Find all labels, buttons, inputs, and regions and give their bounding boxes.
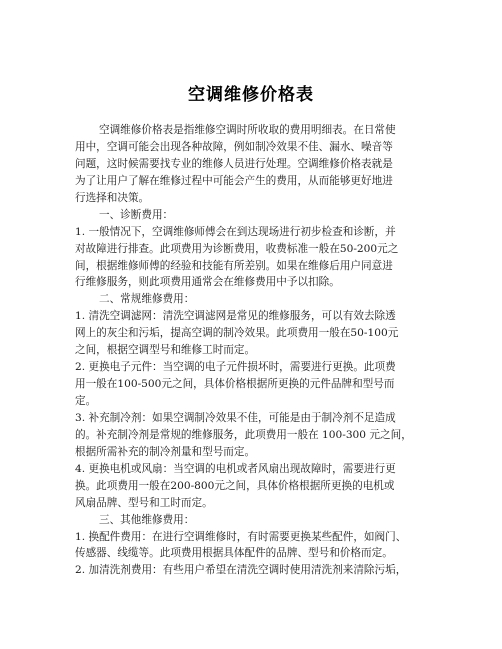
text-line: 定。 [75,395,97,407]
text-line: 根据所需补充的制冷剂量和型号而定。 [75,445,256,458]
text-line: 的。补充制冷剂是常规的维修服务，此项费用一般在 100-300 元之间， [75,428,412,441]
text-line: 问题，这时候需要找专业的维修人员进行处理。空调维修价格表就是 [75,157,393,170]
text-line: 风扇品牌、型号和工时而定。 [75,496,213,509]
text-line: 用一般在100-500元之间，具体价格根据所更换的元件品牌和型号而 [75,378,395,391]
text-line: 4. 更换电机或风扇：当空调的电机或者风扇出现故障时，需要进行更 [75,462,396,475]
text-line: 行选择和决策。 [75,191,150,204]
text-line: 为了让用户了解在维修过程中可能会产生的费用，从而能够更好地进 [75,174,393,187]
text-line: 空调维修价格表是指维修空调时所收取的费用明细表。在日常使 [99,124,396,136]
text-line: 2. 加清洗剂费用：有些用户希望在清洗空调时使用清洗剂来清除污垢， [75,564,407,577]
text-line: 一、诊断费用： [99,208,174,221]
text-line: 1. 换配件费用：在进行空调维修时，有时需要更换某些配件，如阀门、 [75,530,407,543]
text-line: 1. 一般情况下，空调维修师傅会在到达现场进行初步检查和诊断，并 [75,225,396,238]
document-body [75,122,435,579]
text-line: 行维修服务，则此项费用通常会在维修费用中予以扣除。 [75,276,340,289]
document-title: 空调维修价格表 [188,85,314,105]
text-line: 用中，空调可能会出现各种故障，例如制冷效果不佳、漏水、噪音等 [75,140,393,153]
text-line: 间，根据维修师傅的经验和技能有所差别。如果在维修后用户同意进 [75,259,393,272]
text-line: 3. 补充制冷剂：如果空调制冷效果不佳，可能是由于制冷剂不足造成 [75,411,396,424]
text-line: 1. 清洗空调滤网：清洗空调滤网是常见的维修服务，可以有效去除透 [75,310,396,323]
text-line: 2. 更换电子元件：当空调的电子元件损坏时，需要进行更换。此项费 [75,361,396,374]
text-line: 三、其他维修费用： [99,513,195,526]
text-line: 网上的灰尘和污垢，提高空调的制冷效果。此项费用一般在50-100元 [75,327,399,340]
text-line: 换。此项费用一般在200-800元之间，具体价格根据所更换的电机或 [75,479,395,492]
text-line: 二、常规维修费用： [99,293,195,306]
text-line: 对故障进行排查。此项费用为诊断费用，收费标准一般在50-200元之 [75,242,399,255]
text-line: 传感器、线缆等。此项费用根据具体配件的品牌、型号和价格而定。 [75,547,393,560]
text-line: 之间，根据空调型号和维修工时而定。 [75,344,256,357]
